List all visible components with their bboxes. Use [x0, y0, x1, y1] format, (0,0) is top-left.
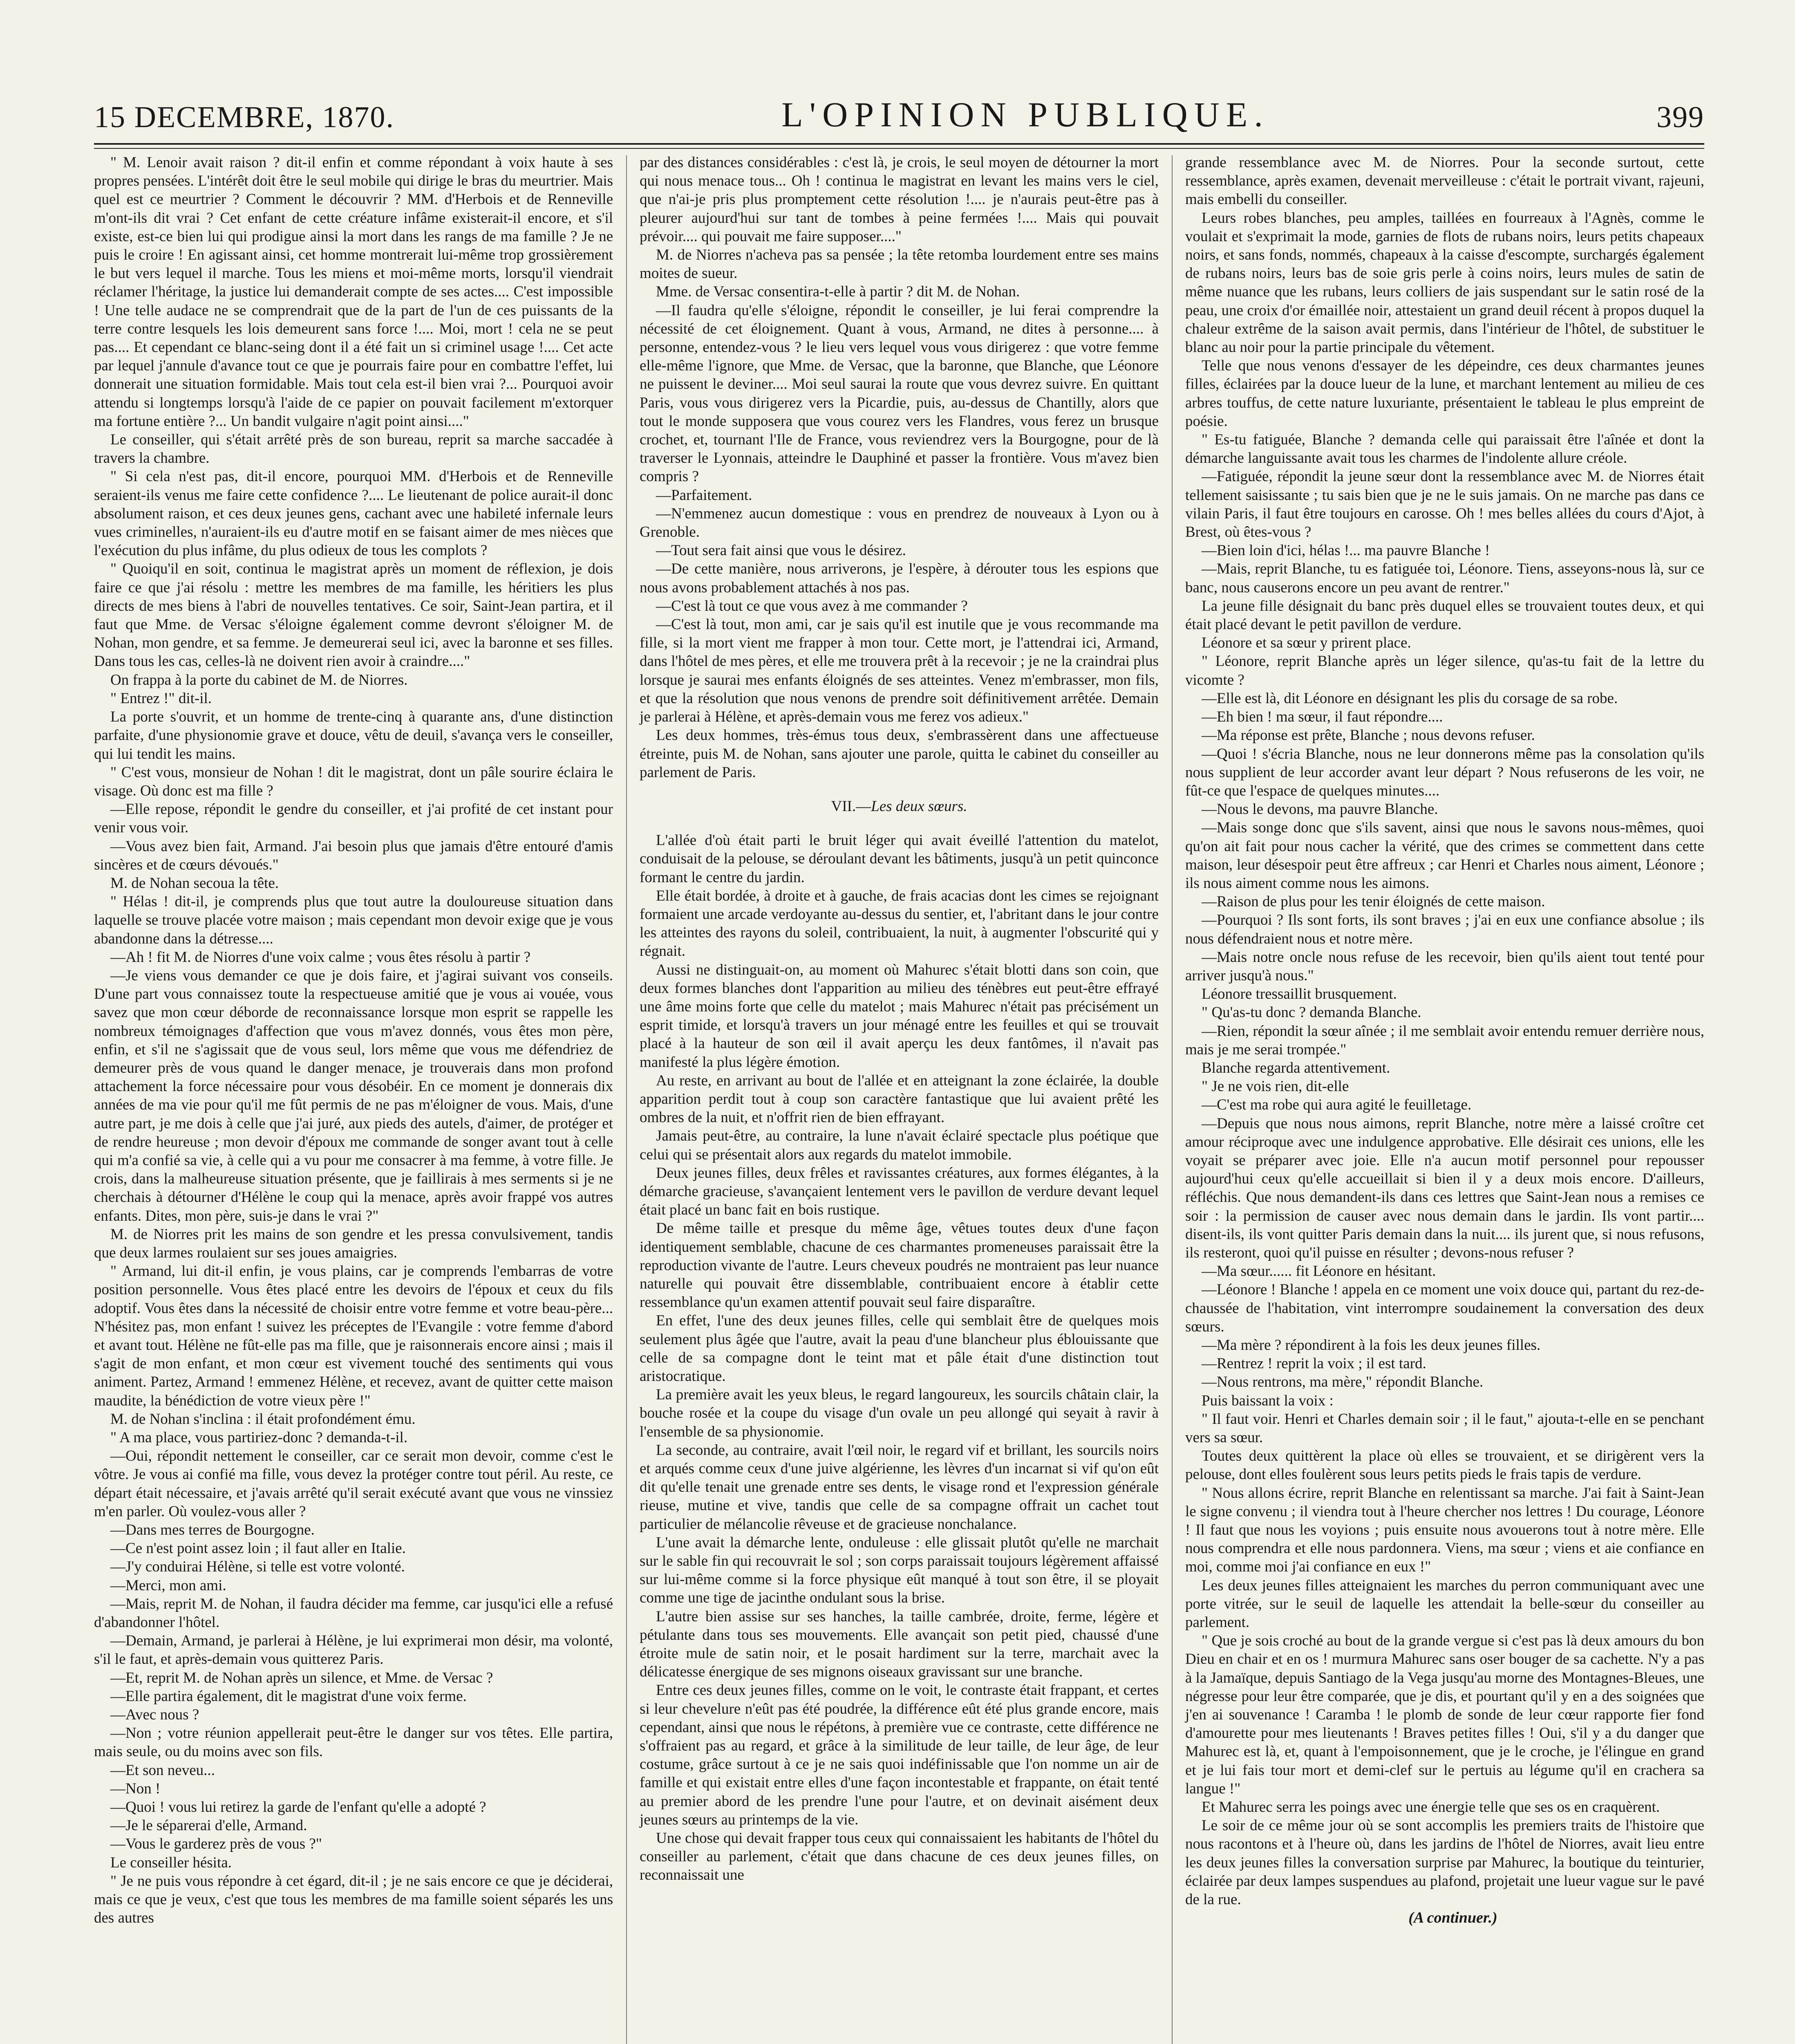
paragraph: La porte s'ouvrit, et un homme de trente-cinq à quarante ans, d'une distinction parfaite, d'une physionomie grave et douce, vêtu de deuil, s'avança vers le conseiller, qui lui tendit les mains. [94, 708, 613, 762]
paragraph: —Oui, répondit nettement le conseiller, car ce serait mon devoir, comme c'est le vôtre. Je vous ai confié ma fille, vous devez la protéger contre tout péril. Au reste, ce départ était nécessaire, et j'avais arrêté qu'il serait exécuté avant que vous ne vinssiez m'en parler. Où voulez-vous aller ? [94, 1448, 613, 1520]
chapter-title: Les deux sœurs. [871, 798, 967, 815]
publication-title: L'OPINION PUBLIQUE. [781, 95, 1269, 134]
paragraph: —Vous le garderez près de vous ?" [110, 1836, 322, 1853]
paragraph: —Bien loin d'ici, hélas !... ma pauvre Blanche ! [1202, 542, 1490, 559]
paragraph: —Je le séparerai d'elle, Armand. [110, 1817, 307, 1834]
paragraph: Entre ces deux jeunes filles, comme on le voit, le contraste était frappant, et certes si leur chevelure n'eût pas été poudrée, la différence eût été plus grande encore, mais cependant, ainsi que nous le répétons, à première vue ce contraste, cette différence ne s'offraient pas au regard, et grâce à la similitude de leur taille, de leur âge, de leur costume, grâce surtout à ce je ne sais quoi indéfinissable que l'on nomme un air de famille et qui existait entre elles d'une façon incontestable et frappante, on était tenté au premier abord de les prendre l'une pour l'autre, et on devinait aisément deux jeunes sœurs au printemps de la vie. [640, 1682, 1159, 1828]
paragraph: —Rentrez ! reprit la voix ; il est tard. [1202, 1355, 1426, 1372]
paragraph: " Hélas ! dit-il, je comprends plus que tout autre la douloureuse situation dans laquelle se trouve placée votre maison ; mais cependant mon devoir exige que je vous abandonne dans la détresse.... [94, 893, 613, 947]
paragraph: " Léonore, reprit Blanche après un léger silence, qu'as-tu fait de la lettre du vicomte ? [1185, 653, 1704, 688]
paragraph: —Pourquoi ? Ils sont forts, ils sont braves ; j'ai en eux une confiance absolue ; ils nous défendraient nous et notre mère. [1185, 912, 1704, 947]
paragraph: L'allée d'où était parti le bruit léger qui avait éveillé l'attention du matelot, conduisait de la pelouse, se déroulant devant les bâtiments, jusqu'à un petit quinconce formant le centre du jardin. [640, 832, 1159, 886]
paragraph: La première avait les yeux bleus, le regard langoureux, les sourcils châtain clair, la bouche rosée et la coupe du visage d'un ovale un peu allongé qui seyait à ravir à l'ensemble de sa physionomie. [640, 1386, 1159, 1440]
paragraph: Une chose qui devait frapper tous ceux qui connaissaient les habitants de l'hôtel du conseiller au parlement, c'était que dans chacune de ces deux jeunes filles, on reconnaissait une [640, 1830, 1159, 1884]
paragraph: —Non ; votre réunion appellerait peut-être le danger sur vos têtes. Elle partira, mais seule, ou du moins avec son fils. [94, 1725, 613, 1760]
paragraph: Le soir de ce même jour où se sont accomplis les premiers traits de l'histoire que nous racontons et à l'heure où, dans les jardins de l'hôtel de Niorres, avait lieu entre les deux jeunes filles la conversation surprise par Mahurec, la boutique du teinturier, éclairée par deux lampes suspendues au plafond, projetait une lueur vague sur le pavé de la rue. [1185, 1817, 1704, 1908]
paragraph: —Nous le devons, ma pauvre Blanche. [1202, 801, 1438, 818]
issue-date: 15 DECEMBRE, 1870. [94, 101, 394, 134]
paragraph: Au reste, en arrivant au bout de l'allée et en atteignant la zone éclairée, la double apparition perdit tout à coup son caractère fantastique que lui avaient prêté les ombres de la nuit, et n'offrit rien de bien effrayant. [640, 1072, 1159, 1126]
paragraph: —Elle est là, dit Léonore en désignant les plis du corsage de sa robe. [1202, 690, 1618, 707]
chapter-number: VII.— [831, 798, 871, 815]
paragraph: M. de Nohan s'inclina : il était profondément ému. [110, 1410, 416, 1428]
column-2 [640, 153, 1159, 1885]
paragraph: —Et son neveu... [110, 1762, 215, 1779]
paragraph: " Je ne vois rien, dit-elle [1202, 1078, 1349, 1095]
column-divider [626, 155, 627, 2044]
paragraph: —Vous avez bien fait, Armand. J'ai besoin plus que jamais d'être entouré d'amis sincères et de cœurs dévoués." [94, 838, 613, 873]
paragraph: M. de Niorres prit les mains de son gendre et les pressa convulsivement, tandis que deux larmes roulaient sur ses joues amaigries. [94, 1226, 613, 1261]
paragraph: —Elle repose, répondit le gendre du conseiller, et j'ai profité de cet instant pour venir vous voir. [94, 801, 613, 836]
paragraph: —Léonore ! Blanche ! appela en ce moment une voix douce qui, partant du rez-de-chaussée de l'habitation, vint interrompre soudainement la conversation des deux sœurs. [1185, 1281, 1704, 1335]
paragraph: —Ce n'est point assez loin ; il faut aller en Italie. [110, 1540, 406, 1557]
paragraph: —Non ! [110, 1780, 161, 1797]
paragraph: " Es-tu fatiguée, Blanche ? demanda celle qui paraissait être l'aînée et dont la démarche languissante avait tous les charmes de l'indolente allure créole. [1185, 431, 1704, 467]
paragraph: Les deux hommes, très-émus tous deux, s'embrassèrent dans une affectueuse étreinte, puis M. de Nohan, sans ajouter une parole, quitta le cabinet du conseiller au parlement de Paris. [640, 727, 1159, 781]
paragraph: L'autre bien assise sur ses hanches, la taille cambrée, droite, ferme, légère et pétulante dans tous ses mouvements. Elle avançait son petit pied, chaussé d'une étroite mule de satin noir, et le posait hardiment sur la terre, marchait avec la délicatesse énergique de ses mignons oiseaux gravissant sur une branche. [640, 1608, 1159, 1681]
paragraph: " Je ne puis vous répondre à cet égard, dit-il ; je ne sais encore ce que je déciderai, mais ce que je veux, c'est que tous les membres de ma famille soient séparés les uns des autres [94, 1872, 613, 1927]
paragraph: Puis baissant la voix : [1202, 1392, 1334, 1409]
chapter-heading [640, 797, 1159, 816]
paragraph: De même taille et presque du même âge, vêtues toutes deux d'une façon identiquement semblable, chacune de ces charmantes promeneuses paraissait être la reproduction vivante de l'autre. Leurs cheveux poudrés ne montraient pas leur nuance naturelle qui pouvait être dissemblable, contribuaient encore à établir cette ressemblance qu'un examen attentif pouvait seul faire disparaître. [640, 1220, 1159, 1311]
page-number: 399 [1656, 101, 1704, 134]
paragraph: par des distances considérables : c'est là, je crois, le seul moyen de détourner la mort qui nous menace tous... Oh ! continua le magistrat en levant les mains vers le ciel, que n'ai-je pris plus promptement cette résolution !.... je n'aurais peut-être pas à pleurer aujourd'hui sur tant de tombes à peine fermées !.... Mais qui pouvait prévoir.... qui pouvait me faire supposer...." [640, 154, 1159, 245]
header-rule [94, 143, 1704, 149]
paragraph: " Quoiqu'il en soit, continua le magistrat après un moment de réflexion, je dois faire ce que j'ai résolu : mettre les membres de ma famille, les héritiers les plus directs de mes biens à l'abri de nouvelles tentatives. Ce soir, Saint-Jean partira, et il faut que Mme. de Versac s'éloigne également comme devront s'éloigner M. de Nohan, mon gendre, et sa femme. Je demeurerai seul ici, avec la baronne et ses filles. Dans tous les cas, celles-là ne doivent rien avoir à craindre...." [94, 560, 613, 670]
paragraph: La jeune fille désignait du banc près duquel elles se trouvaient toutes deux, et qui était placé devant le petit pavillon de verdure. [1185, 597, 1704, 633]
paragraph: Mme. de Versac consentira-t-elle à partir ? dit M. de Nohan. [656, 283, 1020, 300]
paragraph: —De cette manière, nous arriverons, je l'espère, à dérouter tous les espions que nous avons probablement attachés à nos pas. [640, 560, 1159, 596]
paragraph: —Je viens vous demander ce que je dois faire, et j'agirai suivant vos conseils. D'une part vous connaissez toute la respectueuse amitié que je vous ai vouée, vous savez que mon cœur déborde de reconnaissance lorsque mon esprit se rappelle les nombreux témoignages d'affection que vous m'avez donnés, vous êtes mon père, enfin, et s'il ne s'agissait que de vous seul, lors même que vous me défendriez de demeurer près de vous quand le danger menace, je trouverais dans mon profond attachement la force nécessaire pour vous désobéir. En ce moment je donnerais dix années de ma vie pour qu'il me fût permis de ne pas m'éloigner de vous. Mais, d'une autre part, je me dois à celle que j'ai juré, aux pieds des autels, d'aimer, de protéger et de rendre heureuse ; mon devoir d'époux me commande de songer avant tout à celle qui m'a confié sa vie, à celle qui a vu pour me consacrer à ma femme, à votre fille. Je crois, dans la malheureuse situation présente, que je faillirais à mes serments si je ne cherchais à détourner d'Hélène le coup qui la menace, après avoir frappé vos autres enfants. Dites, mon père, suis-je dans le vrai ?" [94, 967, 613, 1224]
paragraph: —Eh bien ! ma sœur, il faut répondre.... [1202, 708, 1443, 726]
paragraph: " Si cela n'est pas, dit-il encore, pourquoi MM. d'Herbois et de Renneville seraient-ils venus me faire cette confidence ?.... Le lieutenant de police aurait-il donc absolument raison, et ces deux jeunes gens, cachant avec une habileté infernale leurs vues criminelles, n'auraient-ils eu d'autre motif en se faisant aimer de mes nièces que l'exécution du plus infâme, du plus odieux de tous les complots ? [94, 468, 613, 559]
paragraph: —Et, reprit M. de Nohan après un silence, et Mme. de Versac ? [110, 1669, 493, 1686]
continued-note: (A continuer.) [1408, 1909, 1497, 1927]
paragraph: —Mais, reprit Blanche, tu es fatiguée toi, Léonore. Tiens, asseyons-nous là, sur ce banc, nous causerons encore un peu avant de rentrer." [1185, 560, 1704, 596]
paragraph: Léonore et sa sœur y prirent place. [1202, 634, 1411, 652]
paragraph: —Parfaitement. [656, 486, 752, 504]
paragraph: M. de Nohan secoua la tête. [110, 874, 279, 892]
paragraph: grande ressemblance avec M. de Niorres. Pour la seconde surtout, cette ressemblance, après examen, devenait merveilleuse : c'était le portrait vivant, rajeuni, mais embelli du conseiller. [1185, 154, 1704, 208]
paragraph: " A ma place, vous partiriez-donc ? demanda-t-il. [110, 1429, 408, 1446]
paragraph: Deux jeunes filles, deux frêles et ravissantes créatures, aux formes élégantes, à la démarche gracieuse, s'avançaient lentement vers le pavillon de verdure devant lequel était placé un banc fait en bois rustique. [640, 1164, 1159, 1219]
paragraph: —Merci, mon ami. [110, 1577, 226, 1594]
paragraph: La seconde, au contraire, avait l'œil noir, le regard vif et brillant, les sourcils noirs et arqués comme ceux d'une juive algérienne, les lèvres d'un incarnat si vif qu'on eût dit qu'elle tenait une grenade entre ses dents, le visage rond et l'expression générale rieuse, mutine et vive, tandis que celle de sa compagne offrait un cachet tout particulier de mélancolie rêveuse et de gracieuse nonchalance. [640, 1441, 1159, 1533]
paragraph: —Avec nous ? [110, 1706, 199, 1724]
paragraph: —Dans mes terres de Bourgogne. [110, 1522, 315, 1539]
paragraph: Blanche regarda attentivement. [1202, 1059, 1390, 1076]
paragraph: Les deux jeunes filles atteignaient les marches du perron communiquant avec une porte vitrée, sur le seuil de laquelle les attendait la belle-sœur du conseiller au parlement. [1185, 1577, 1704, 1631]
paragraph: Jamais peut-être, au contraire, la lune n'avait éclairé spectacle plus poétique que celui qui se présentait alors aux regards du matelot immobile. [640, 1127, 1159, 1163]
paragraph: —C'est ma robe qui aura agité le feuilletage. [1202, 1096, 1472, 1114]
paragraph: —J'y conduirai Hélène, si telle est votre volonté. [110, 1558, 405, 1576]
paragraph: Toutes deux quittèrent la place où elles se trouvaient, et se dirigèrent vers la pelouse, dont elles foulèrent sous leurs petits pieds le frais tapis de verdure. [1185, 1448, 1704, 1483]
column-divider [1172, 155, 1173, 2044]
paragraph: Le conseiller hésita. [110, 1854, 232, 1871]
paragraph: —Tout sera fait ainsi que vous le désirez. [656, 542, 906, 559]
paragraph: —Raison de plus pour les tenir éloignés de cette maison. [1202, 893, 1545, 910]
paragraph: —Ma sœur...... fit Léonore en hésitant. [1202, 1263, 1436, 1280]
paragraph: En effet, l'une des deux jeunes filles, celle qui semblait être de quelques mois seulement plus âgée que l'autre, avait la peau d'une blancheur plus éblouissante que celle de sa compagne dont le teint mat et pâle était d'une distinction tout aristocratique. [640, 1312, 1159, 1385]
paragraph: —C'est là tout, mon ami, car je sais qu'il est inutile que je vous recommande ma fille, si la mort vient me frapper à mon tour. Cette mort, je l'attendrai ici, Armand, dans l'hôtel de mes pères, et elle me trouvera prêt à la recevoir ; je ne la craindrai plus lorsque je saurai mes enfants éloignés de ses atteintes. Venez m'embrasser, mon fils, et que la résolution que nous venons de prendre soit définitivement arrêtée. Demain je parlerai à Hélène, et après-demain vous me ferez vos adieux." [640, 616, 1159, 726]
masthead [94, 86, 1704, 135]
paragraph: —Fatiguée, répondit la jeune sœur dont la ressemblance avec M. de Niorres était tellement saisissante ; tu sais bien que je ne le suis jamais. On ne marche pas dans ce vilain Paris, il faut être toujours en carosse. Oh ! mes belles allées du cours d'Ajot, à Brest, où êtes-vous ? [1185, 468, 1704, 541]
paragraph: " Nous allons écrire, reprit Blanche en relentissant sa marche. J'ai fait à Saint-Jean le signe convenu ; il viendra tout à l'heure chercher nos lettres ! Du courage, Léonore ! Il faut que nous les voyions ; puis ensuite nous avouerons tout à notre mère. Elle nous comprendra et elle nous pardonnera. Viens, ma sœur ; viens et aie confiance en moi, comme moi j'ai confiance en eux !" [1185, 1484, 1704, 1576]
paragraph: Leurs robes blanches, peu amples, taillées en fourreaux à l'Agnès, comme le voulait et s'exprimait la mode, garnies de flots de rubans noirs, leurs petits chapeaux noirs, et sans fonds, nommés, chapeaux à la caisse d'escompte, surchargés également de rubans noirs, leurs bas de soie gris perle à coins noirs, leurs mules de satin de même nuance que les rubans, leurs colliers de jais suspendant sur le satin rosé de la peau, une croix d'or émaillée noir, attestaient un grand deuil récent à propos duquel la chaleur extrême de la saison avait permis, dans l'intérieur de l'hôtel, de substituer le blanc au noir pour la partie principale du vêtement. [1185, 209, 1704, 356]
column-1 [94, 153, 613, 1927]
paragraph: —Mais songe donc que s'ils savent, ainsi que nous le savons nous-mêmes, quoi qu'on ait fait pour nous cacher la vérité, que des crimes se commettent dans cette maison, leur désespoir peut être affreux ; car Henri et Charles nous aiment, Léonore ; ils nous aiment comme nous les aimons. [1185, 819, 1704, 892]
paragraph: —Demain, Armand, je parlerai à Hélène, je lui exprimerai mon désir, ma volonté, s'il le faut, et après-demain vous quitterez Paris. [94, 1632, 613, 1668]
paragraph: —Mais notre oncle nous refuse de les recevoir, bien qu'ils aient tout tenté pour arriver jusqu'à nous." [1185, 948, 1704, 984]
paragraph: L'une avait la démarche lente, onduleuse : elle glissait plutôt qu'elle ne marchait sur le sable fin qui recouvrait le sol ; son corps paraissait toujours légèrement affaissé sur lui-même comme si la force physique eût manqué à tout son être, il se ployait comme une tige de jacinthe ondulant sous la brise. [640, 1534, 1159, 1607]
paragraph: —Ma réponse est prête, Blanche ; nous devons refuser. [1202, 727, 1535, 744]
paragraph: —Ah ! fit M. de Niorres d'une voix calme ; vous êtes résolu à partir ? [110, 948, 530, 966]
paragraph: —N'emmenez aucun domestique : vous en prendrez de nouveaux à Lyon ou à Grenoble. [640, 505, 1159, 541]
paragraph: —Ma mère ? répondirent à la fois les deux jeunes filles. [1202, 1337, 1541, 1354]
paragraph: " Il faut voir. Henri et Charles demain soir ; il le faut," ajouta-t-elle en se penchant vers sa sœur. [1185, 1410, 1704, 1446]
paragraph: " Armand, lui dit-il enfin, je vous plains, car je comprends l'embarras de votre position personnelle. Vous êtes placé entre les devoirs de l'époux et ceux du fils adoptif. Vous êtes dans la nécessité de choisir entre votre femme et votre beau-père... N'hésitez pas, mon enfant ! suivez les préceptes de l'Evangile : votre femme d'abord et avant tout. Hélène ne fût-elle pas ma fille, que je raisonnerais encore ainsi ; mais il s'agit de mon enfant, et mon cœur est vivement touché des sentiments qui vous animent. Partez, Armand ! emmenez Hélène, et recevez, avant de quitter cette maison maudite, la bénédiction de votre vieux père !" [94, 1263, 613, 1409]
paragraph: Le conseiller, qui s'était arrêté près de son bureau, reprit sa marche saccadée à travers la chambre. [94, 431, 613, 467]
paragraph: " Entrez !" dit-il. [110, 690, 212, 707]
paragraph: " Que je sois croché au bout de la grande vergue si c'est pas là deux amours du bon Dieu en chair et en os ! murmura Mahurec sans oser bouger de sa cachette. N'y a pas à la Jamaïque, depuis Santiago de la Vega jusqu'au morne des Montagnes-Bleues, une négresse pour leur être comparée, que je dis, et pourtant qu'il y en a des soignées que j'en ai souvenance ! Caramba ! le plomb de sonde de leur cœur rapporte fier fond d'amourette pour mes lieutenants ! Braves petites filles ! Oui, s'il y a du danger que Mahurec est là, et, quant à l'empoisonnement, que je le croche, je l'élingue en grand et je lui fais tour mort et demi-clef sur le pertuis au légume qu'il en crachera sa langue !" [1185, 1632, 1704, 1797]
newspaper-page [94, 86, 1704, 2044]
paragraph: Et Mahurec serra les poings avec une énergie telle que ses os en craquèrent. [1202, 1799, 1660, 1816]
paragraph: " C'est vous, monsieur de Nohan ! dit le magistrat, dont un pâle sourire éclaira le visage. Où donc est ma fille ? [94, 764, 613, 799]
paragraph: M. de Niorres n'acheva pas sa pensée ; la tête retomba lourdement entre ses mains moites de sueur. [640, 247, 1159, 282]
paragraph: —Mais, reprit M. de Nohan, il faudra décider ma femme, car jusqu'ici elle a refusé d'abandonner l'hôtel. [94, 1595, 613, 1631]
paragraph: —C'est là tout ce que vous avez à me commander ? [656, 597, 968, 614]
paragraph: —Quoi ! s'écria Blanche, nous ne leur donnerons même pas la consolation qu'ils nous supplient de leur accorder avant leur départ ? Nous refuserons de les voir, ne fût-ce que l'espace de quelques minutes.... [1185, 745, 1704, 799]
paragraph: " M. Lenoir avait raison ? dit-il enfin et comme répondant à voix haute à ses propres pensées. L'intérêt doit être le seul mobile qui dirige le bras du meurtrier. Mais quel est ce meurtrier ? Comment le découvrir ? MM. d'Herbois et de Renneville m'ont-ils dit vrai ? Cet enfant de cette créature infâme existerait-il encore, et s'il existe, est-ce bien lui qui prodigue ainsi la mort dans les rangs de ma famille ? Je ne puis le croire ! En agissant ainsi, cet homme montrerait lui-même trop grossièrement le but vers lequel il marche. Tous les miens et moi-même morts, lorsqu'il viendrait réclamer l'héritage, la justice lui demanderait compte de ses actes.... C'est impossible ! Une telle audace ne se comprendrait que de la part de l'un de ces puissants de la terre contre lesquels les lois demeurent sans force !.... Moi, mort ! cela ne se peut pas.... Et cependant ce blanc-seing dont il a été fait un si criminel usage !.... Cet acte par lequel j'annule d'avance tout ce que je pourrais faire pour en combattre l'effet, lui donnerait une situation formidable. Mais tout cela est-il bien vrai ?... Pourquoi avoir attendu si longtemps lorsqu'à l'aide de ce papier on pouvait facilement m'extorquer ma fortune entière ?... Un bandit vulgaire n'agit point ainsi...." [94, 154, 613, 430]
paragraph: Léonore tressaillit brusquement. [1202, 986, 1397, 1003]
column-3 [1185, 153, 1704, 1927]
paragraph: Aussi ne distinguait-on, au moment où Mahurec s'était blotti dans son coin, que deux formes blanches dont l'apparition au milieu des ténèbres eut peut-être effrayé une âme moins forte que celle du matelot ; mais Mahurec n'était pas précisément un esprit timide, et lorsqu'à travers un jour ménagé entre les feuilles et qui se trouvait placé à la hauteur de son œil il avait aperçu les deux fantômes, il n'avait pas manifesté la plus légère émotion. [640, 961, 1159, 1071]
paragraph: —Rien, répondit la sœur aînée ; il me semblait avoir entendu remuer derrière nous, mais je me serai trompée." [1185, 1022, 1704, 1058]
paragraph: —Elle partira également, dit le magistrat d'une voix ferme. [110, 1688, 467, 1705]
paragraph: —Quoi ! vous lui retirez la garde de l'enfant qu'elle a adopté ? [110, 1799, 486, 1816]
paragraph: —Il faudra qu'elle s'éloigne, répondit le conseiller, je lui ferai comprendre la nécessité de cet éloignement. Quant à vous, Armand, ne dites à personne.... à personne, entendez-vous ? le lieu vers lequel vous vous dirigerez : que votre femme elle-même l'ignore, que Mme. de Versac, que la baronne, que Blanche, que Léonore ne puissent le deviner.... Moi seul saurai la route que vous devrez suivre. En quittant Paris, vous vous dirigerez vers la Picardie, puis, au-dessus de Chantilly, alors que tout le monde supposera que vous courez vers les Flandres, vous ferez un brusque crochet, et, tournant l'Ile de France, vous reviendrez vers la Bourgogne, pour de là traverser le Lyonnais, atteindre le Dauphiné et passer la frontière. Vous m'avez bien compris ? [640, 302, 1159, 485]
paragraph: —Depuis que nous nous aimons, reprit Blanche, notre mère a laissé croître cet amour réciproque avec une indulgence approbative. Elle désirait ces unions, elle les voyait se préparer avec joie. Elle n'a aucun motif personnel pour repousser aujourd'hui ceux qu'elle accueillait si bien il y a deux mois encore. D'ailleurs, réfléchis. Que nous demandent-ils dans ces lettres que Saint-Jean nous a remises ce soir : la permission de causer avec nous demain dans le jardin. Ils vont partir.... disent-ils, ils vont quitter Paris demain dans la nuit.... ils jurent que, si nous refusons, ils resteront, quoi qu'il puisse en résulter ; devons-nous refuser ? [1185, 1115, 1704, 1261]
paragraph: On frappa à la porte du cabinet de M. de Niorres. [110, 671, 408, 688]
paragraph: Telle que nous venons d'essayer de les dépeindre, ces deux charmantes jeunes filles, éclairées par la douce lueur de la lune, et marchant lentement au milieu de ces arbres touffus, de cette nature luxuriante, présentaient le tableau le plus empreint de poésie. [1185, 357, 1704, 430]
paragraph: " Qu'as-tu donc ? demanda Blanche. [1202, 1004, 1421, 1021]
paragraph: —Nous rentrons, ma mère," répondit Blanche. [1202, 1374, 1484, 1391]
paragraph: Elle était bordée, à droite et à gauche, de frais acacias dont les cimes se rejoignant formaient une arcade verdoyante au-dessus du sentier, et, l'abritant dans le jour contre les atteintes des rayons du soleil, contribuaient, la nuit, à augmenter l'obscurité qui y régnait. [640, 887, 1159, 960]
